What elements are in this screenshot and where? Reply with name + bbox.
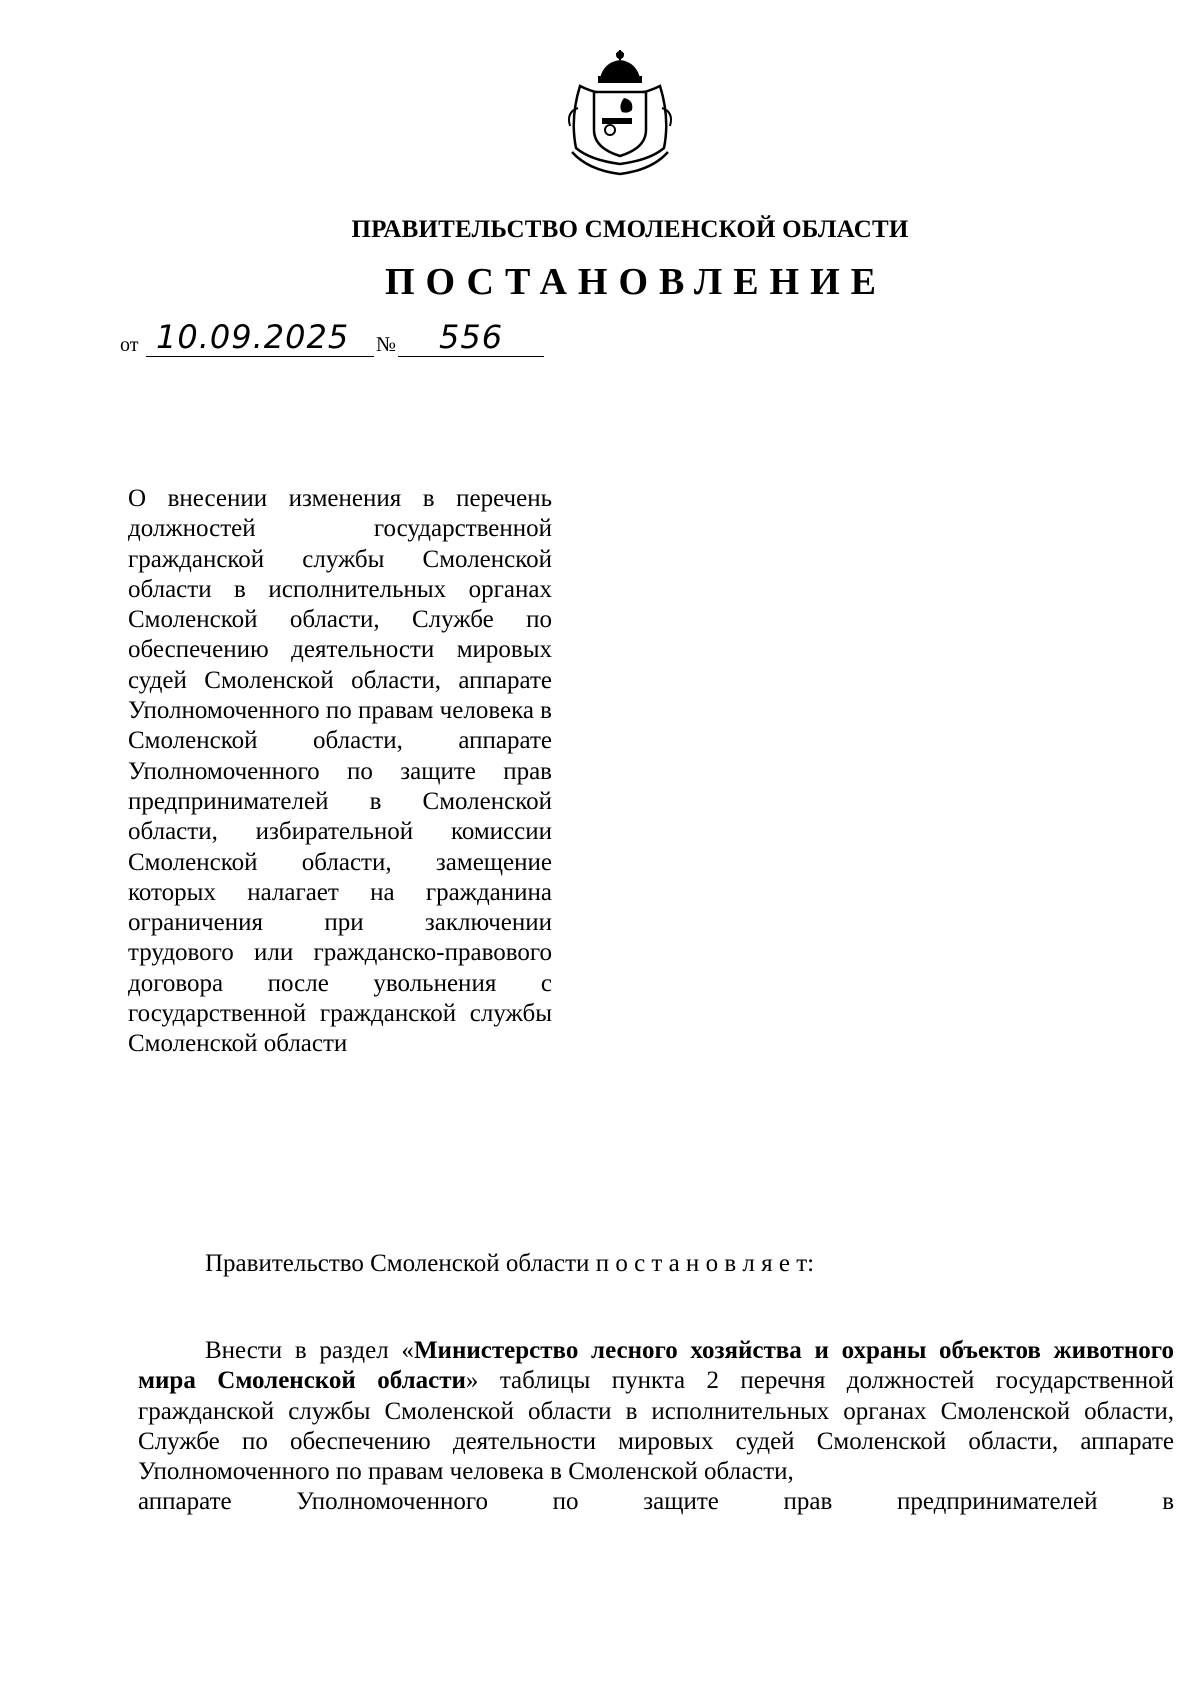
number-field <box>404 318 544 357</box>
decree-prefix: Правительство Смоленской области <box>205 1250 590 1277</box>
government-name: ПРАВИТЕЛЬСТВО СМОЛЕНСКОЙ ОБЛАСТИ <box>351 216 909 243</box>
number-value: 556 <box>439 318 504 356</box>
registration-line <box>112 318 552 364</box>
decree-verb: п о с т а н о в л я е т: <box>595 1250 815 1277</box>
body-section-name: Министерство лесного хозяйства и охраны объектов животного мира Смоленской области <box>138 1337 1174 1395</box>
body-last-line: аппарате Уполномоченного по защите прав предпринимателей в <box>138 1488 1174 1516</box>
date-value: 10.09.2025 <box>156 318 350 356</box>
coat-of-arms-icon <box>560 48 680 176</box>
body-paragraph <box>138 1336 1174 1518</box>
document-type-title: ПОСТАНОВЛЕНИЕ <box>384 261 888 303</box>
decree-statement <box>205 1250 814 1278</box>
date-label: от <box>120 334 139 356</box>
body-intro: Внести в раздел « <box>205 1337 414 1364</box>
number-label: № <box>376 332 397 356</box>
document-subject: О внесении изменения в перечень должностей государственной гражданской службы Смоленской области в исполнительных органах Смоленской области, Службе по обеспечению деятельности мировых судей Смоленской области, аппарате Уполномоченного по правам человека в Смоленской области, аппарате Уполномоченного по защите прав предпринимателей в Смоленской области, избирательной комиссии Смоленской области, замещение которых налагает на гражданина ограничения при заключении трудового или гражданско-правового договора после увольнения с государственной гражданской службы Смоленской области <box>128 485 552 1058</box>
body-text: » таблицы пункта 2 перечня должностей государственной гражданской службы Смоленской области в исполнительных органах Смоленской области, Службе по обеспечению деятельности мировых судей Смоленской области, аппарате Уполномоченного по правам человека в Смоленской области, <box>138 1367 1174 1486</box>
